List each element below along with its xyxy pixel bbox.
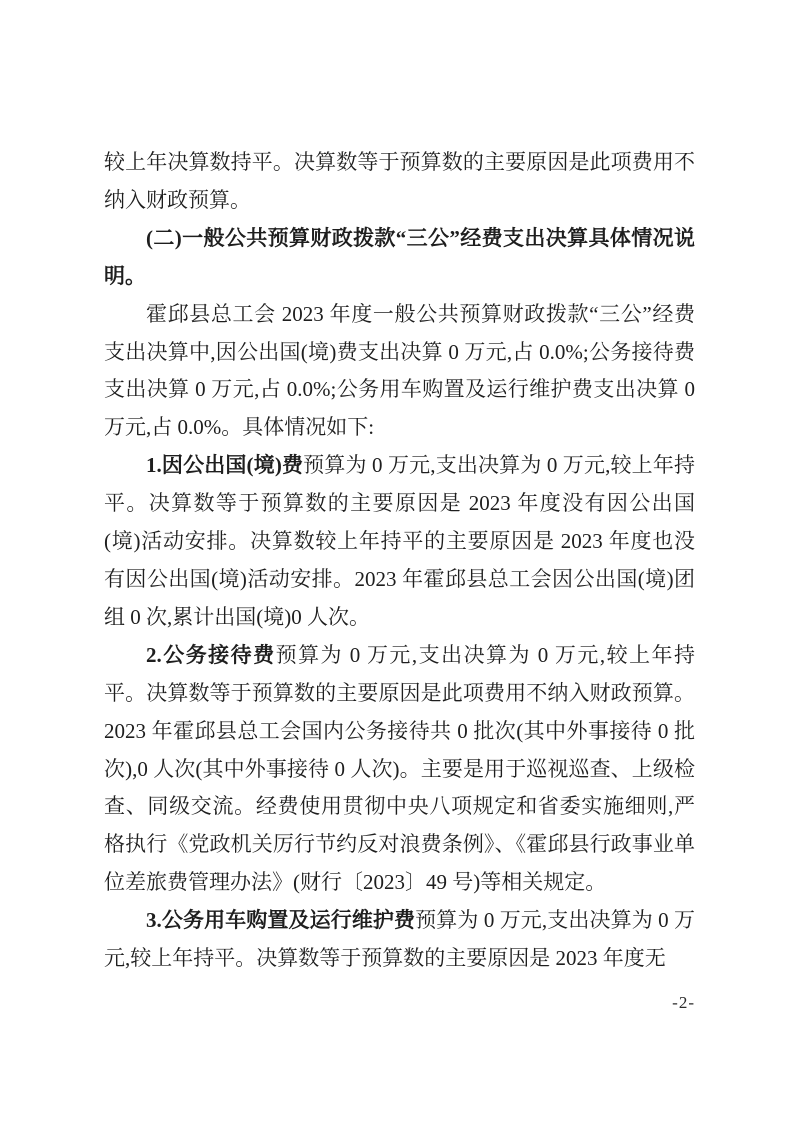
paragraph-text: 预算为 0 万元,支出决算为 0 万元,较上年持平。决算数等于预算数的主要原因是 2023 年度无 — [104, 908, 696, 971]
paragraph-item-2-reception-fee — [104, 637, 695, 902]
section-heading-text: (二)一般公共预算财政拨款“三公”经费支出决算具体情况说明。 — [104, 225, 695, 288]
paragraph-sangong-overview — [104, 296, 695, 448]
paragraph-tail-previous — [104, 144, 695, 220]
paragraph-text: 预算为 0 万元,支出决算为 0 万元,较上年持平。决算数等于预算数的主要原因是 2023 年度没有因公出国(境)活动安排。决算数较上年持平的主要原因是 2023 年度也没有因公出国(境)活动安排。2023 年霍邱县总工会因公出国(境)团组 0 次,累计出国(境)0 人次。 — [104, 453, 695, 629]
item-3-label: 3.公务用车购置及运行维护费 — [146, 908, 416, 933]
section-heading — [104, 220, 695, 296]
paragraph-text: 较上年决算数持平。决算数等于预算数的主要原因是此项费用不纳入财政预算。 — [104, 150, 695, 212]
item-1-label: 1.因公出国(境)费 — [146, 453, 304, 478]
paragraph-text: 霍邱县总工会 2023 年度一般公共预算财政拨款“三公”经费支出决算中,因公出国(境)费支出决算 0 万元,占 0.0%;公务接待费支出决算 0 万元,占 0.0%;公务用车购置及运行维护费支出决算 0 万元,占 0.0%。具体情况如下: — [104, 301, 695, 440]
item-2-label: 2.公务接待费 — [146, 642, 276, 667]
document-body — [104, 144, 695, 978]
page-number: -2- — [672, 993, 695, 1012]
paragraph-item-3-vehicle-fee — [104, 902, 695, 978]
paragraph-text: 预算为 0 万元,支出决算为 0 万元,较上年持平。决算数等于预算数的主要原因是此项费用不纳入财政预算。2023 年霍邱县总工会国内公务接待共 0 批次(其中外事接待 0 批次),0 人次(其中外事接待 0 人次)。主要是用于巡视巡查、上级检查、同级交流。经费使用贯彻中央八项规定和省委实施细则,严格执行《党政机关厉行节约反对浪费条例》、《霍邱县行政事业单位差旅费管理办法》(财行〔2023〕49 号)等相关规定。 — [104, 642, 696, 895]
paragraph-item-1-abroad-fee — [104, 447, 695, 637]
